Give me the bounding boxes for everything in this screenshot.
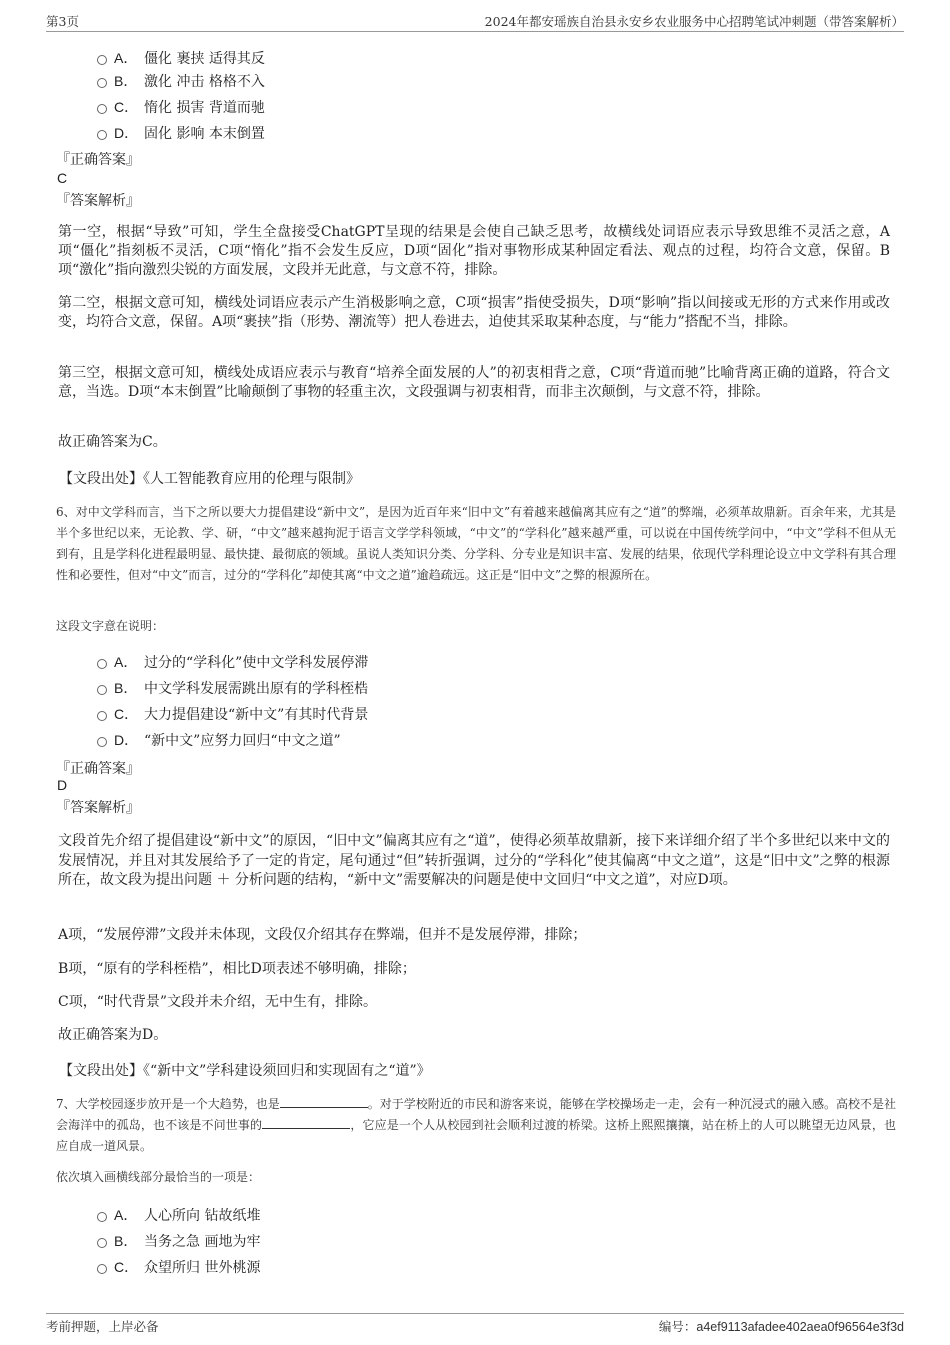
radio-icon[interactable] [97, 1238, 107, 1248]
footer-slogan: 考前押题，上岸必备 [46, 1319, 159, 1334]
radio-icon[interactable] [97, 737, 107, 747]
q7-option-a[interactable]: A． 人心所向 钻故纸堆 [97, 1205, 260, 1225]
q6-option-d[interactable]: D． “新中文”应努力回归“中文之道” [97, 730, 341, 750]
q7-option-b[interactable]: B． 当务之急 画地为牢 [97, 1231, 260, 1251]
q5-option-a[interactable]: A． 僵化 裹挟 适得其反 [97, 48, 265, 68]
radio-icon[interactable] [97, 55, 107, 65]
q5-analysis-paragraph-3: 第三空，根据文意可知，横线处成语应表示与教育“培养全面发展的人”的初衷相背之意，C项“背道而驰”比喻背离正确的道路，符合文意，当选。D项“本末倒置”比喻颠倒了事物的轻重主次，文段强调与初衷相背，而非主次颠倒，与文意不符，排除。 [58, 365, 890, 400]
q6-option-b[interactable]: B． 中文学科发展需跳出原有的学科桎梏 [97, 678, 368, 698]
fill-blank-1[interactable] [280, 1096, 368, 1108]
radio-icon[interactable] [97, 104, 107, 114]
fill-blank-2[interactable] [262, 1117, 350, 1129]
q7-prompt: 依次填入画横线部分最恰当的一项是： [56, 1170, 261, 1184]
q6-option-a[interactable]: A． 过分的“学科化”使中文学科发展停滞 [97, 652, 368, 672]
radio-icon[interactable] [97, 130, 107, 140]
q6-analysis-option-b: B项，“原有的学科桎梏”，相比D项表述不够明确，排除； [58, 961, 416, 977]
radio-icon[interactable] [97, 659, 107, 669]
q6-answer-label: 『正确答案』 [56, 761, 140, 777]
radio-icon[interactable] [97, 1212, 107, 1222]
document-title: 2024年都安瑶族自治县永安乡农业服务中心招聘笔试冲刺题（带答案解析） [484, 14, 904, 29]
radio-icon[interactable] [97, 685, 107, 695]
q6-analysis-label: 『答案解析』 [56, 800, 140, 816]
q5-analysis-label: 『答案解析』 [56, 193, 140, 209]
q6-analysis-option-c: C项，“时代背景”文段并未介绍，无中生有，排除。 [58, 994, 378, 1010]
q5-conclusion: 故正确答案为C。 [58, 434, 167, 450]
page-header [46, 12, 904, 32]
q6-prompt: 这段文字意在说明： [56, 619, 165, 633]
page-number: 第3页 [46, 14, 79, 29]
q5-answer-label: 『正确答案』 [56, 152, 140, 168]
page-footer [46, 1313, 904, 1333]
q6-conclusion: 故正确答案为D。 [58, 1027, 168, 1043]
q5-option-d[interactable]: D． 固化 影响 本末倒置 [97, 123, 265, 143]
q7-stem: 7、大学校园逐步放开是一个大趋势，也是 。对于学校附近的市民和游客来说，能够在学校操场走一走，会有一种沉浸式的融入感。高校不是社会海洋中的孤岛，也不该是不问世事的 ，它应是一个人从校园到社会顺利过渡的桥梁。这桥上熙熙攘攘，站在桥上的人可以眺望无边风景，也应自成一道风景。 [56, 1097, 896, 1153]
q6-option-c[interactable]: C． 大力提倡建设“新中文”有其时代背景 [97, 704, 368, 724]
q7-option-c[interactable]: C． 众望所归 世外桃源 [97, 1257, 260, 1277]
q5-source: 【文段出处】《人工智能教育应用的伦理与限制》 [59, 471, 360, 487]
radio-icon[interactable] [97, 78, 107, 88]
q6-source: 【文段出处】《“新中文”学科建设须回归和实现固有之“道”》 [59, 1063, 431, 1079]
q5-answer: C [57, 170, 68, 186]
radio-icon[interactable] [97, 711, 107, 721]
q5-analysis-paragraph-1: 第一空，根据“导致”可知，学生全盘接受ChatGPT呈现的结果是会使自己缺乏思考，故横线处词语应表示导致思维不灵活之意，A项“僵化”指刻板不灵活，C项“惰化”指不会发生反应，D项“固化”指对事物形成某种固定看法、观点的过程，均符合文意，保留。B项“激化”指向激烈尖锐的方面发展，文段并无此意，与文意不符，排除。 [58, 224, 890, 278]
q6-analysis-option-a: A项，“发展停滞”文段并未体现，文段仅介绍其存在弊端，但并不是发展停滞，排除； [58, 927, 587, 943]
q6-stem: 6、对中文学科而言，当下之所以要大力提倡建设“新中文”，是因为近百年来“旧中文”有着越来越偏离其应有之“道”的弊端，必须革故鼎新。百余年来，尤其是半个多世纪以来，无论教、学、研，“中文”越来越拘泥于语言文学学科领域，“中文”的“学科化”越来越严重，可以说在中国传统学问中，“中文”学科不但从无到有，且是学科化进程最明显、最快捷、最彻底的领域。虽说人类知识分类、分学科、分专业是知识丰富、发展的结果，依现代学科理论设立中文学科有其合理性和必要性，但对“中文”而言，过分的“学科化”却使其离“中文之道”逾趋疏远。这正是“旧中文”之弊的根源所在。 [56, 505, 897, 582]
radio-icon[interactable] [97, 1264, 107, 1274]
q6-analysis-paragraph: 文段首先介绍了提倡建设“新中文”的原因，“旧中文”偏离其应有之“道”，使得必须革故鼎新，接下来详细介绍了半个多世纪以来中文的发展情况，并且对其发展给予了一定的肯定，尾句通过“但”转折强调，过分的“学科化”使其偏离“中文之道”，这是“旧中文”之弊的根源所在，故文段为提出问题 ＋ 分析问题的结构，“新中文”需要解决的问题是使中文回归“中文之道”，对应D项。 [58, 833, 890, 888]
q5-option-b[interactable]: B． 激化 冲击 格格不入 [97, 71, 265, 91]
q5-analysis-paragraph-2: 第二空，根据文意可知，横线处词语应表示产生消极影响之意，C项“损害”指使受损失，D项“影响”指以间接或无形的方式来作用或改变，均符合文意，保留。A项“裹挟”指（形势、潮流等）把人卷进去，迫使其采取某种态度，与“能力”搭配不当，排除。 [58, 295, 890, 330]
q5-option-c[interactable]: C． 惰化 损害 背道而驰 [97, 97, 265, 117]
document-id: 编号：a4ef9113afadee402aea0f96564e3f3d [658, 1320, 904, 1334]
q6-answer: D [57, 777, 68, 793]
